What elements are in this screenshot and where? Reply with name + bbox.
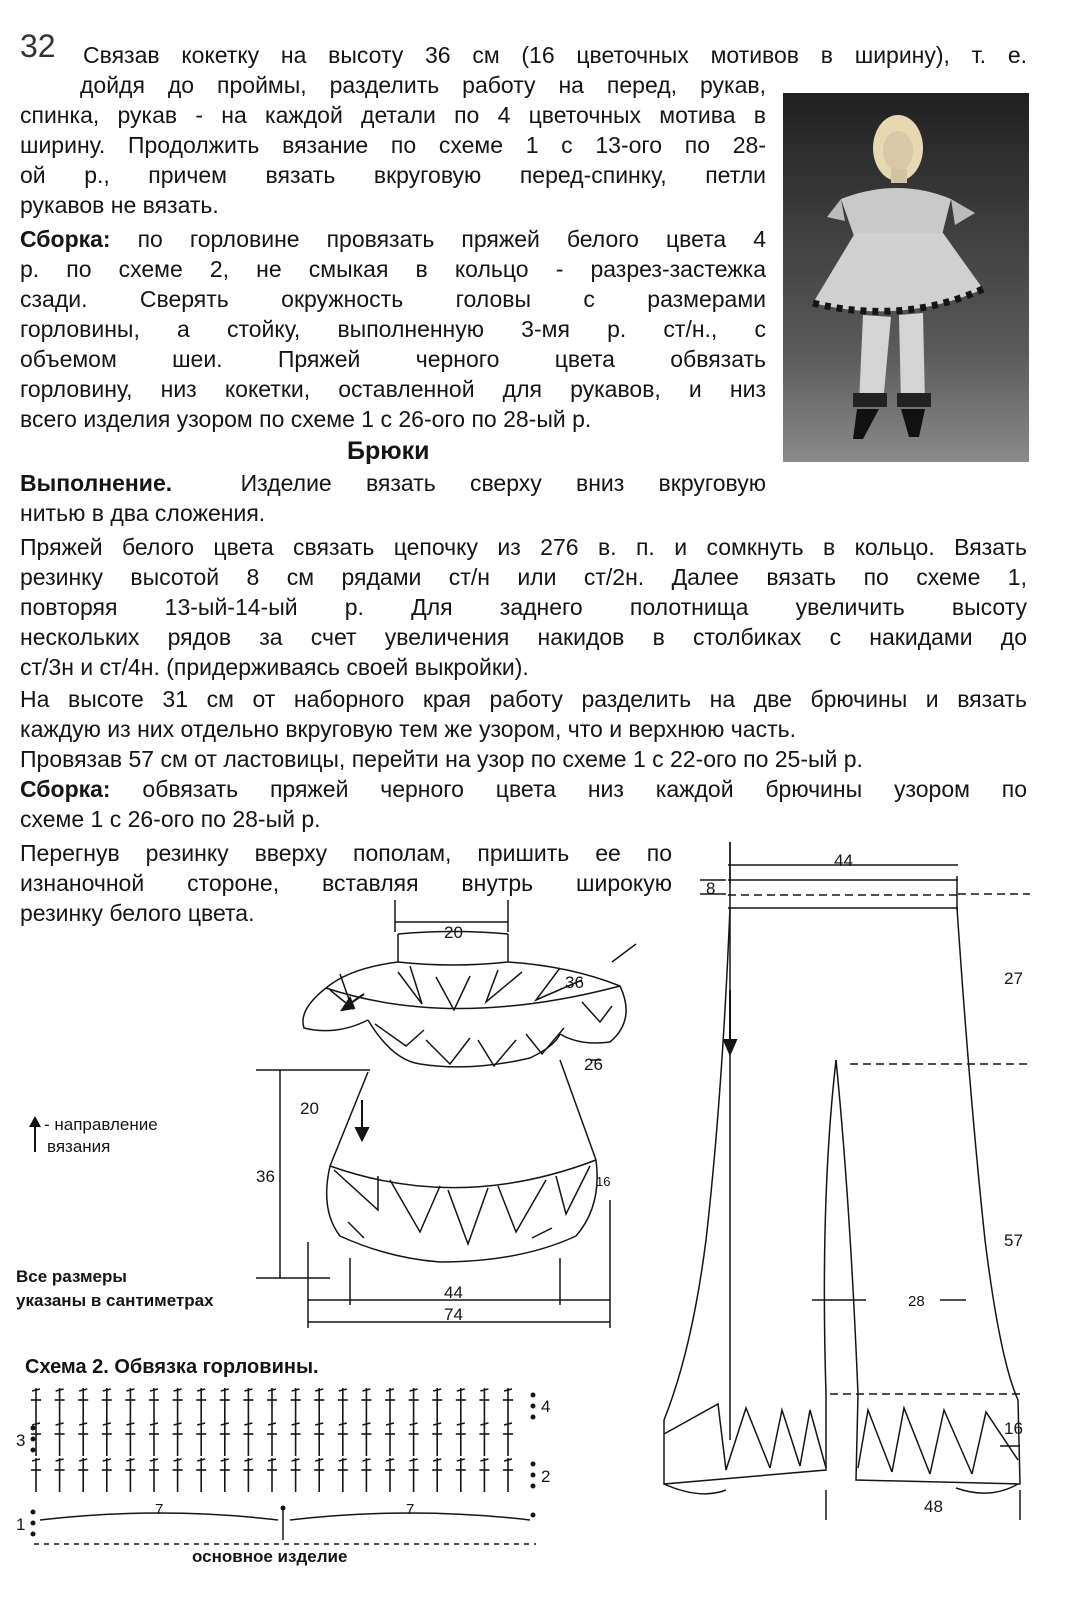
- intro-line-5: ой р., причем вязать вкруговую перед-спинку, петли: [20, 162, 766, 188]
- stitch-symbol: [338, 1422, 348, 1456]
- page-number: 32: [20, 28, 56, 64]
- stitch-symbol: [503, 1458, 513, 1492]
- schema2-row-3: 3: [16, 1431, 26, 1450]
- top-dim-4: 20: [300, 1099, 319, 1118]
- stitch-symbol: [173, 1458, 183, 1492]
- stitch-symbol: [55, 1388, 65, 1422]
- split-line-2: каждую из них отдельно вкруговую тем же узором, что и верхнюю часть.: [20, 716, 796, 742]
- trouser-dim-6: 16: [1004, 1419, 1023, 1438]
- schema2-base-label: основное изделие: [192, 1547, 348, 1566]
- top-dim-5: 36: [256, 1167, 275, 1186]
- top-dim-6: 16: [596, 1174, 611, 1189]
- chain-line-5: ст/3н и ст/4н. (придерживаясь своей выкройки).: [20, 654, 529, 680]
- intro-line-4: ширину. Продолжить вязание по схеме 1 с 13-ого по 28-: [20, 132, 766, 158]
- schema2-repeat-2: 7: [406, 1501, 415, 1518]
- stitch-symbol: [149, 1422, 159, 1456]
- stitch-symbol: [361, 1458, 371, 1492]
- schema2-row-4: 4: [541, 1397, 551, 1416]
- assembly2-label: Сборка:: [20, 776, 111, 802]
- stitch-symbol: [55, 1422, 65, 1456]
- trousers-heading: Брюки: [347, 437, 430, 465]
- stitch-symbol: [479, 1388, 489, 1422]
- assembly1-label: Сборка:: [20, 226, 111, 252]
- fold-line-1: Перегнув резинку вверху пополам, пришить ее по: [20, 840, 672, 866]
- stitch-symbol: [196, 1388, 206, 1422]
- schema2-repeat-1: 7: [155, 1501, 164, 1518]
- intro-line-2: дойдя до проймы, разделить работу на перед, рукав,: [80, 72, 766, 98]
- stitch-symbol: [267, 1422, 277, 1456]
- stitch-symbol: [78, 1422, 88, 1456]
- split-line-1: На высоте 31 см от наборного края работу разделить на две брючины и вязать: [20, 686, 1027, 712]
- top-dim-8: 74: [444, 1305, 463, 1324]
- stitch-symbol: [385, 1422, 395, 1456]
- trouser-dim-2: 8: [706, 879, 716, 898]
- assembly1-line-5: объемом шеи. Пряжей черного цвета обвязать: [20, 346, 766, 372]
- fold-line-3: резинку белого цвета.: [20, 900, 255, 926]
- stitch-symbol: [385, 1458, 395, 1492]
- chain-line-1: Пряжей белого цвета связать цепочку из 276 в. п. и сомкнуть в кольцо. Вязать: [20, 534, 1027, 560]
- assembly2-line-1: Сборка: обвязать пряжей черного цвета низ каждой брючины узором по: [20, 776, 1027, 802]
- stitch-symbol: [385, 1388, 395, 1422]
- stitch-symbol: [361, 1388, 371, 1422]
- stitch-symbol: [78, 1458, 88, 1492]
- stitch-symbol: [173, 1388, 183, 1422]
- stitch-symbol: [102, 1458, 112, 1492]
- intro-line-6: рукавов не вязать.: [20, 192, 219, 218]
- chain-line-3: повторяя 13-ый-14-ый р. Для заднего полотнища увеличить высоту: [20, 594, 1027, 620]
- stitch-symbol: [432, 1388, 442, 1422]
- assembly1-line-7: всего изделия узором по схеме 1 с 26-ого по 28-ый р.: [20, 406, 592, 432]
- stitch-symbol: [456, 1458, 466, 1492]
- trouser-dim-3: 27: [1004, 969, 1023, 988]
- top-dim-2: 36: [565, 973, 584, 992]
- stitch-symbol: [314, 1458, 324, 1492]
- stitch-symbol: [78, 1388, 88, 1422]
- stitch-symbol: [196, 1458, 206, 1492]
- chain-line-4: нескольких рядов за счет увеличения накидов в столбиках с накидами до: [20, 624, 1027, 650]
- stitch-symbol: [314, 1422, 324, 1456]
- assembly1-line-2: р. по схеме 2, не смыкая в кольцо - разрез-застежка: [20, 256, 766, 282]
- stitch-symbol: [243, 1388, 253, 1422]
- stitch-symbol: [220, 1458, 230, 1492]
- stitch-symbol: [338, 1388, 348, 1422]
- fold-line-2: изнаночной стороне, вставляя внутрь широкую: [20, 870, 672, 896]
- top-dim-7: 44: [444, 1283, 463, 1302]
- stitch-symbol: [338, 1458, 348, 1492]
- stitch-symbol: [503, 1422, 513, 1456]
- stitch-symbol: [456, 1422, 466, 1456]
- assembly2-line-2: схеме 1 с 26-ого по 28-ый р.: [20, 806, 321, 832]
- stitch-symbol: [409, 1388, 419, 1422]
- stitch-symbol: [243, 1458, 253, 1492]
- stitch-symbol: [220, 1422, 230, 1456]
- top-dim-3: 26: [584, 1055, 603, 1074]
- top-dim-1: 20: [444, 923, 463, 942]
- schema2-row-2: 2: [541, 1467, 551, 1486]
- stitch-symbol: [31, 1388, 41, 1422]
- stitch-symbol: [456, 1388, 466, 1422]
- schema2-title: Схема 2. Обвязка горловины.: [25, 1356, 319, 1378]
- chain-line-2: резинку высотой 8 см рядами ст/н или ст/2н. Далее вязать по схеме 1,: [20, 564, 1027, 590]
- stitch-symbol: [267, 1388, 277, 1422]
- stitch-symbol: [432, 1422, 442, 1456]
- legend-direction-2: вязания: [47, 1137, 111, 1156]
- stitch-symbol: [196, 1422, 206, 1456]
- stitch-symbol: [314, 1388, 324, 1422]
- stitch-symbol: [125, 1458, 135, 1492]
- trouser-dim-5: 28: [908, 1293, 925, 1310]
- stitch-symbol: [409, 1458, 419, 1492]
- assembly1-line-4: горловины, а стойку, выполненную 3-мя р. ст/н., с: [20, 316, 766, 342]
- schema2-row-1: 1: [16, 1515, 26, 1534]
- execution-line-1: Выполнение. Изделие вязать сверху вниз вкруговую: [20, 470, 766, 496]
- trouser-dim-4: 57: [1004, 1231, 1023, 1250]
- stitch-symbol: [125, 1388, 135, 1422]
- stitch-symbol: [31, 1458, 41, 1492]
- stitch-symbol: [102, 1422, 112, 1456]
- stitch-symbol: [503, 1388, 513, 1422]
- stitch-symbol: [243, 1422, 253, 1456]
- sizes-note-1: Все размеры: [16, 1267, 127, 1286]
- execution-label: Выполнение.: [20, 470, 173, 496]
- stitch-symbol: [125, 1422, 135, 1456]
- stitch-symbol: [432, 1458, 442, 1492]
- assembly1-line-1: Сборка: по горловине провязать пряжей белого цвета 4: [20, 226, 766, 252]
- stitch-symbol: [102, 1388, 112, 1422]
- stitch-symbol: [291, 1458, 301, 1492]
- stitch-symbol: [479, 1422, 489, 1456]
- stitch-symbol: [149, 1458, 159, 1492]
- assembly1-line-6: горловину, низ кокетки, оставленной для рукавов, и низ: [20, 376, 766, 402]
- stitch-symbol: [220, 1388, 230, 1422]
- stitch-symbol: [267, 1458, 277, 1492]
- legend-direction-1: - направление: [44, 1115, 158, 1134]
- stitch-symbol: [55, 1458, 65, 1492]
- stitch-symbol: [173, 1422, 183, 1456]
- execution-line-2: нитью в два сложения.: [20, 500, 266, 526]
- intro-line-1: Связав кокетку на высоту 36 см (16 цветочных мотивов в ширину), т. е.: [83, 42, 1027, 68]
- stitch-symbol: [291, 1388, 301, 1422]
- schema2-diagram: [0, 1380, 620, 1600]
- trouser-dim-1: 44: [834, 851, 853, 870]
- gusset-line: Провязав 57 см от ластовицы, перейти на узор по схеме 1 с 22-ого по 25-ый р.: [20, 746, 863, 772]
- stitch-symbol: [361, 1422, 371, 1456]
- stitch-symbol: [409, 1422, 419, 1456]
- stitch-symbol: [479, 1458, 489, 1492]
- stitch-symbol: [149, 1388, 159, 1422]
- assembly1-line-3: сзади. Сверять окружность головы с размерами: [20, 286, 766, 312]
- trouser-dim-7: 48: [924, 1497, 943, 1516]
- sizes-note-2: указаны в сантиметрах: [16, 1291, 214, 1310]
- intro-line-3: спинка, рукав - на каждой детали по 4 цветочных мотива в: [20, 102, 766, 128]
- stitch-symbol: [291, 1422, 301, 1456]
